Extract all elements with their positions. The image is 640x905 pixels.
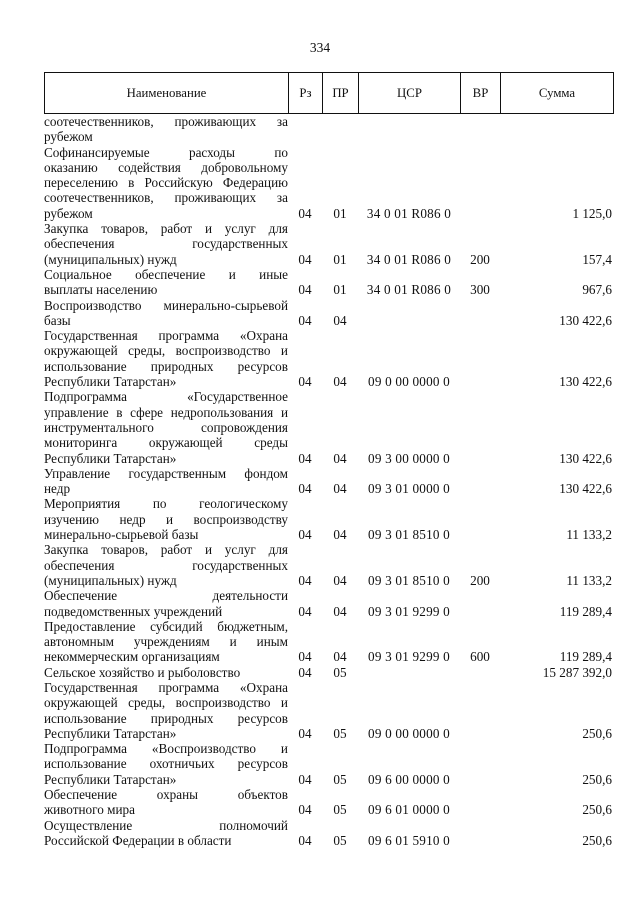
- row-csr: 09 3 01 9299 0: [368, 649, 450, 665]
- row-pr: 01: [333, 282, 347, 298]
- row-name-line: управление в сфере недропользования и: [44, 404, 288, 420]
- row-sum: 1 125,0: [572, 205, 612, 221]
- row-pr: 01: [333, 251, 347, 267]
- table-row: [44, 542, 612, 588]
- row-name: [44, 619, 288, 665]
- row-csr: 09 3 01 8510 0: [368, 572, 450, 588]
- row-name-line: Предоставление субсидий бюджетным,: [44, 618, 288, 634]
- row-name-line: изучению недр и воспроизводству: [44, 511, 288, 527]
- row-name-line: Республики Татарстан»: [44, 725, 177, 741]
- row-pr: 04: [333, 572, 347, 588]
- page-number: 334: [309, 40, 331, 55]
- row-name-line: Воспроизводство минерально-сырьевой: [44, 297, 288, 313]
- row-name-line: минерально-сырьевой базы: [44, 527, 199, 543]
- table-row: [44, 588, 612, 619]
- row-csr: 34 0 01 R086 0: [366, 282, 452, 298]
- header-vr: ВР: [461, 73, 501, 113]
- row-name-line: использование природных ресурсов: [44, 358, 288, 374]
- row-csr: 34 0 01 R086 0: [366, 251, 452, 267]
- row-sum: 250,6: [582, 802, 612, 818]
- row-name-line: рубежом: [44, 205, 93, 221]
- row-name-line: окружающей среды, воспроизводство и: [44, 343, 288, 359]
- row-name-line: инструментального сопровождения: [44, 419, 288, 435]
- row-pr: 04: [333, 374, 347, 390]
- row-rz: 04: [298, 664, 312, 680]
- row-name-line: Обеспечение охраны объектов: [44, 787, 288, 803]
- row-sum: 119 289,4: [559, 603, 612, 619]
- row-name-line: оказанию содействия добровольному: [44, 159, 288, 175]
- row-sum: 967,6: [582, 282, 612, 298]
- table-row: [44, 145, 612, 221]
- row-csr: 09 0 00 0000 0: [368, 725, 450, 741]
- row-rz: 04: [298, 572, 312, 588]
- header-rz: Рз: [289, 73, 323, 113]
- row-rz: 04: [298, 251, 312, 267]
- table-row: [44, 267, 612, 298]
- row-name-line: Сельское хозяйство и рыболовство: [44, 664, 241, 680]
- row-name-line: переселению в Российскую Федерацию: [44, 175, 288, 191]
- row-csr: 09 6 01 0000 0: [368, 802, 450, 818]
- row-name: [44, 328, 288, 389]
- row-name: [44, 680, 288, 741]
- header-csr: ЦСР: [359, 73, 461, 113]
- row-name-line: соотечественников, проживающих за: [44, 190, 288, 206]
- row-name-line: окружающей среды, воспроизводство и: [44, 695, 288, 711]
- row-name-line: подведомственных учреждений: [44, 603, 223, 619]
- row-name-line: Республики Татарстан»: [44, 771, 177, 787]
- row-pr: 04: [333, 649, 347, 665]
- row-csr: 09 3 00 0000 0: [368, 450, 450, 466]
- row-pr: 04: [333, 481, 347, 497]
- row-name-line: Софинансируемые расходы по: [44, 144, 288, 160]
- row-name-line: Осуществление полномочий: [44, 817, 288, 833]
- row-name-line: рубежом: [44, 129, 93, 145]
- row-name-line: Социальное обеспечение и иные: [44, 266, 288, 282]
- row-rz: 04: [298, 802, 312, 818]
- row-sum: 157,4: [582, 251, 612, 267]
- row-sum: 130 422,6: [559, 312, 612, 328]
- table-row: [44, 328, 612, 389]
- row-name: [44, 145, 288, 221]
- row-name-line: Мероприятия по геологическому: [44, 496, 288, 512]
- row-name-line: Обеспечение деятельности: [44, 588, 288, 604]
- table-row: [44, 298, 612, 329]
- table-row: [44, 665, 612, 680]
- row-sum: 130 422,6: [559, 481, 612, 497]
- row-name: [44, 741, 288, 787]
- row-name-line: Республики Татарстан»: [44, 450, 177, 466]
- row-csr: 09 6 01 5910 0: [368, 832, 450, 848]
- row-rz: 04: [298, 527, 312, 543]
- header-sum: Сумма: [538, 85, 576, 100]
- row-pr: 05: [333, 832, 347, 848]
- header-pr: ПР: [323, 73, 359, 113]
- row-pr: 05: [333, 771, 347, 787]
- row-vr: 200: [470, 251, 490, 267]
- row-csr: 09 3 01 0000 0: [368, 481, 450, 497]
- row-name-line: Российской Федерации в области: [44, 832, 232, 848]
- row-name-line: Управление государственным фондом: [44, 465, 288, 481]
- row-rz: 04: [298, 312, 312, 328]
- row-name-line: животного мира: [44, 802, 135, 818]
- table-row: [44, 389, 612, 465]
- row-name-line: Республики Татарстан»: [44, 374, 177, 390]
- row-sum: 15 287 392,0: [542, 664, 612, 680]
- row-rz: 04: [298, 282, 312, 298]
- row-sum: 119 289,4: [559, 649, 612, 665]
- row-name-line: Подпрограмма «Воспроизводство и: [44, 741, 288, 757]
- row-name: [44, 818, 288, 849]
- row-csr: 34 0 01 R086 0: [366, 205, 452, 221]
- table-row: [44, 221, 612, 267]
- row-rz: 04: [298, 450, 312, 466]
- row-rz: 04: [298, 481, 312, 497]
- row-sum: 130 422,6: [559, 450, 612, 466]
- row-name-line: автономным учреждениям и иным: [44, 634, 288, 650]
- row-csr: 09 3 01 9299 0: [368, 603, 450, 619]
- row-name: [44, 542, 288, 588]
- row-name-line: обеспечения государственных: [44, 236, 288, 252]
- table-row: [44, 741, 612, 787]
- row-name-line: использование охотничьих ресурсов: [44, 756, 288, 772]
- row-pr: 04: [333, 450, 347, 466]
- row-name-line: некоммерческим организациям: [44, 649, 220, 665]
- row-name: [44, 466, 288, 497]
- row-name-line: (муниципальных) нужд: [44, 572, 177, 588]
- row-rz: 04: [298, 649, 312, 665]
- table-row: [44, 818, 612, 849]
- row-name-line: недр: [44, 481, 71, 497]
- row-name: [44, 114, 288, 145]
- row-name: [44, 588, 288, 619]
- row-name-line: базы: [44, 312, 71, 328]
- row-vr: 300: [470, 282, 490, 298]
- row-name-line: Закупка товаров, работ и услуг для: [44, 542, 288, 558]
- row-name-line: мониторинга окружающей среды: [44, 435, 288, 451]
- row-name: [44, 298, 288, 329]
- row-rz: 04: [298, 832, 312, 848]
- table-row: [44, 496, 612, 542]
- row-csr: 09 6 00 0000 0: [368, 771, 450, 787]
- row-name-line: обеспечения государственных: [44, 557, 288, 573]
- row-name: [44, 267, 288, 298]
- row-sum: 130 422,6: [559, 374, 612, 390]
- row-vr: 200: [470, 572, 490, 588]
- table-header: [44, 72, 614, 114]
- table-row: [44, 680, 612, 741]
- row-pr: 05: [333, 725, 347, 741]
- row-rz: 04: [298, 205, 312, 221]
- row-sum: 250,6: [582, 725, 612, 741]
- header-name: Наименование: [45, 73, 289, 113]
- row-rz: 04: [298, 771, 312, 787]
- row-name: [44, 496, 288, 542]
- row-name-line: Подпрограмма «Государственное: [44, 389, 288, 405]
- row-name: [44, 787, 288, 818]
- table-row: [44, 619, 612, 665]
- row-name: [44, 389, 288, 465]
- row-pr: 05: [333, 664, 347, 680]
- row-rz: 04: [298, 374, 312, 390]
- row-name-line: Государственная программа «Охрана: [44, 328, 288, 344]
- row-pr: 01: [333, 205, 347, 221]
- row-name-line: Государственная программа «Охрана: [44, 679, 288, 695]
- row-csr: 09 3 01 8510 0: [368, 527, 450, 543]
- row-sum: 250,6: [582, 771, 612, 787]
- table-row: [44, 787, 612, 818]
- row-sum: 11 133,2: [566, 572, 612, 588]
- table-row: [44, 466, 612, 497]
- row-name-line: выплаты населению: [44, 282, 158, 298]
- row-pr: 04: [333, 527, 347, 543]
- table-body: [44, 114, 612, 848]
- row-name-line: (муниципальных) нужд: [44, 251, 177, 267]
- row-rz: 04: [298, 603, 312, 619]
- row-vr: 600: [470, 649, 490, 665]
- row-name-line: соотечественников, проживающих за: [44, 114, 288, 129]
- row-csr: 09 0 00 0000 0: [368, 374, 450, 390]
- row-name: [44, 221, 288, 267]
- row-name: [44, 665, 288, 680]
- row-pr: 04: [333, 603, 347, 619]
- row-pr: 04: [333, 312, 347, 328]
- row-sum: 11 133,2: [566, 527, 612, 543]
- row-name-line: использование природных ресурсов: [44, 710, 288, 726]
- row-rz: 04: [298, 725, 312, 741]
- row-sum: 250,6: [582, 832, 612, 848]
- row-name-line: Закупка товаров, работ и услуг для: [44, 221, 288, 237]
- row-pr: 05: [333, 802, 347, 818]
- table-row: [44, 114, 612, 145]
